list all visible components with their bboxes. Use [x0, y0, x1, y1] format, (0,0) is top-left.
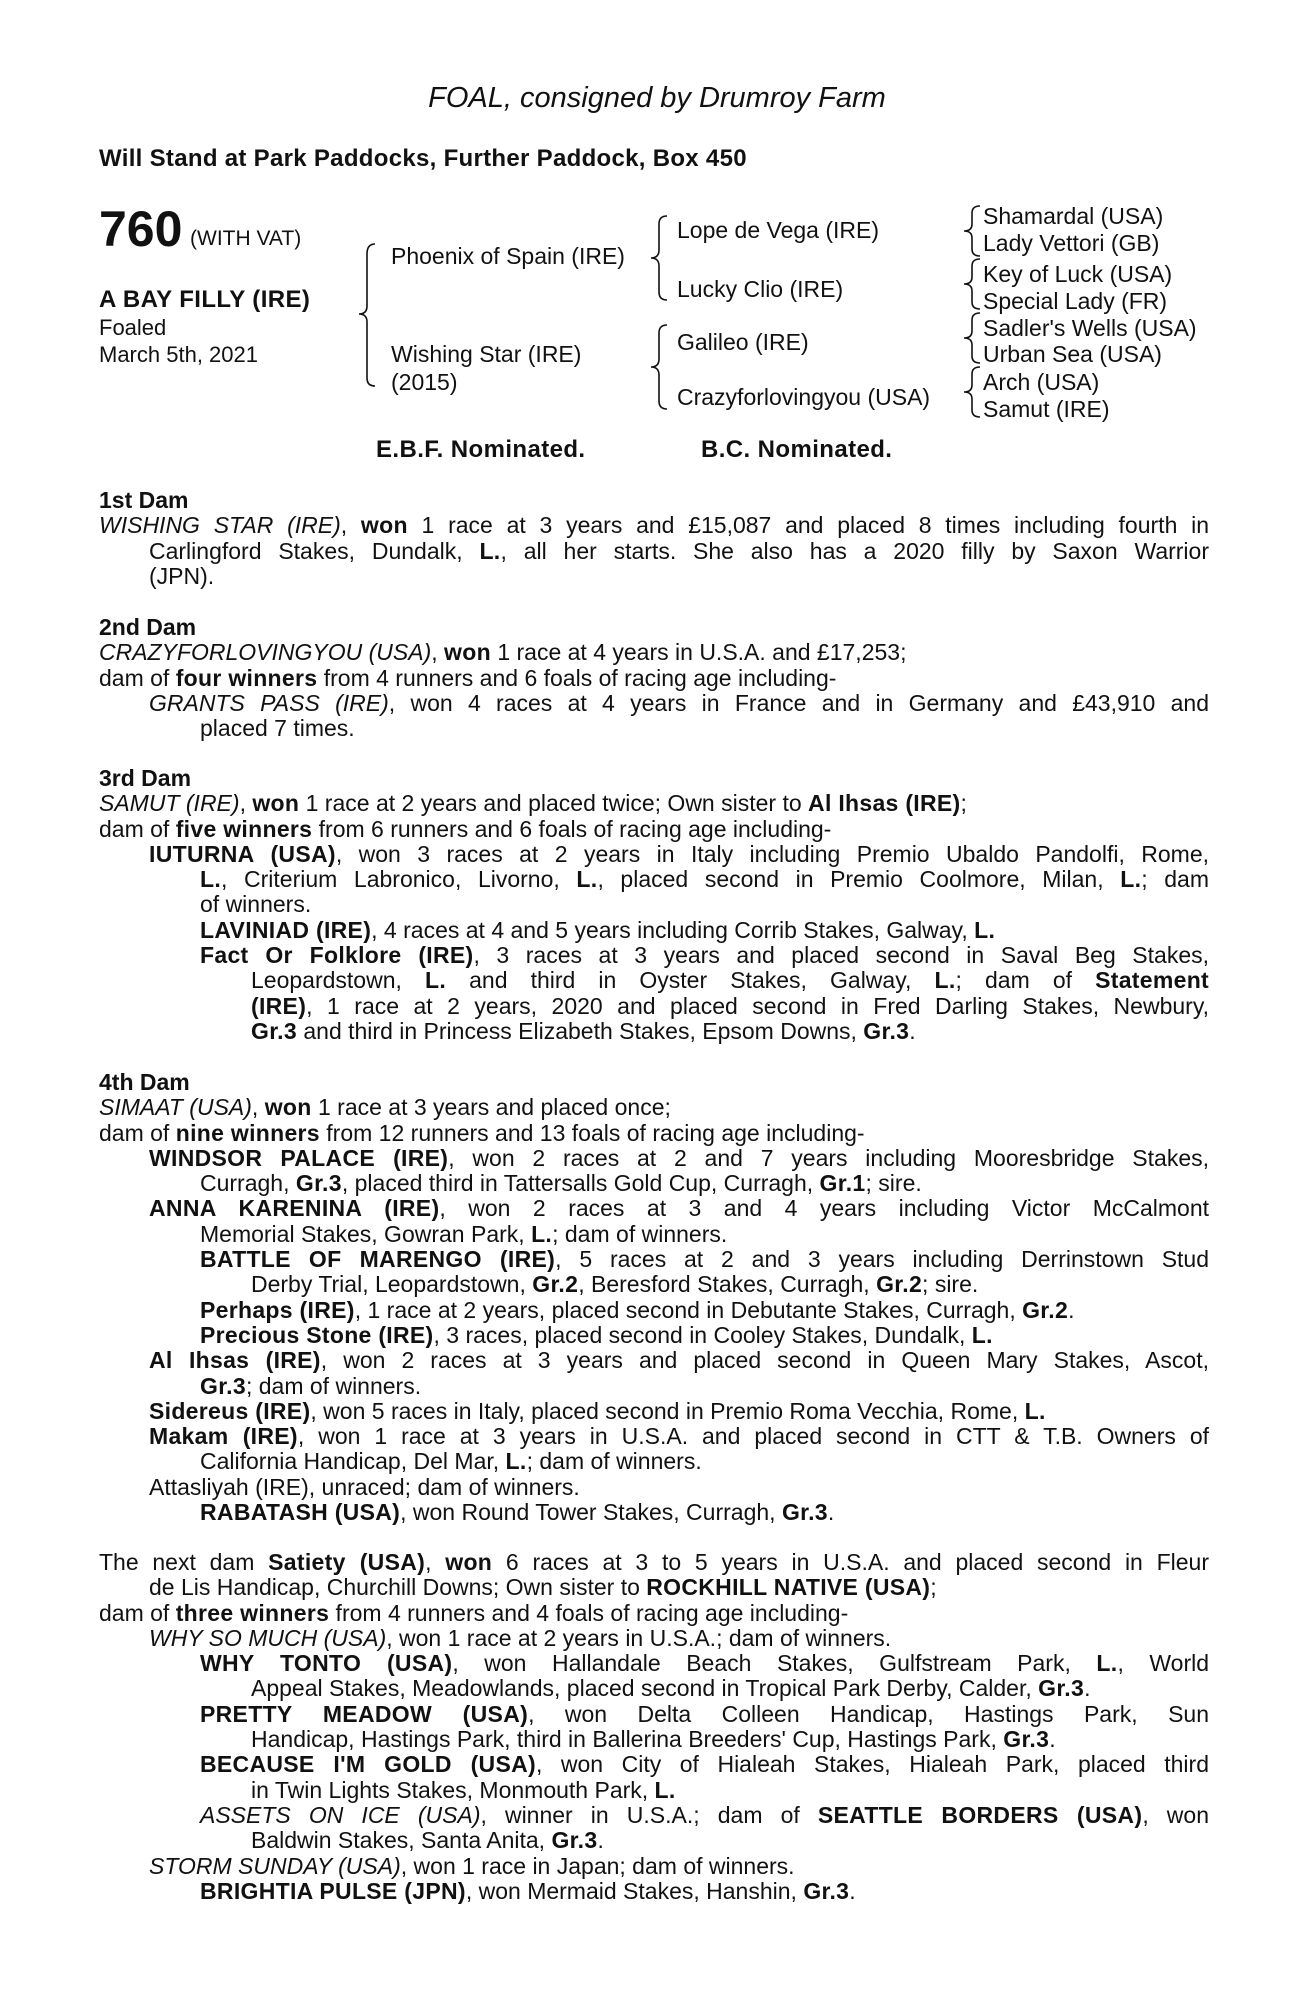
text-line	[99, 1121, 1209, 1146]
bold-text: ANNA KARENINA (IRE)	[149, 1195, 440, 1222]
text-line	[99, 1828, 1209, 1853]
bold-text: Sidereus (IRE)	[149, 1397, 311, 1424]
text-run: , won 1 race at 3 years in U.S.A. and placed second in CTT & T.B. Owners of	[297, 1423, 1209, 1450]
text-line	[99, 1676, 1209, 1701]
bold-text: PRETTY MEADOW (USA)	[200, 1700, 529, 1727]
bold-text: won	[444, 639, 491, 666]
bold-text: nine winners	[175, 1119, 320, 1146]
bold-text: Gr.3	[781, 1499, 828, 1526]
bold-text: Gr.1	[819, 1170, 866, 1197]
bold-text: RABATASH (USA)	[200, 1499, 401, 1526]
text-run: , 3 races, placed second in Cooley Stakes, Dundalk,	[433, 1321, 972, 1348]
text-run: ,	[251, 1094, 265, 1121]
bold-text: L.	[1024, 1397, 1046, 1424]
bold-text: Precious Stone (IRE)	[200, 1321, 434, 1348]
text-line	[99, 791, 1209, 816]
bold-text: Gr.3	[200, 1372, 246, 1399]
italic-text: STORM SUNDAY (USA)	[149, 1852, 401, 1879]
italic-text: WHY SO MUCH (USA)	[149, 1624, 387, 1651]
foaled-label: Foaled	[99, 315, 167, 340]
text-run: ; dam of winners.	[526, 1448, 702, 1475]
bold-text: L.	[654, 1776, 676, 1803]
text-run: ; dam of winners.	[245, 1372, 422, 1399]
bold-text: ROCKHILL NATIVE (USA)	[646, 1574, 931, 1601]
bold-text: five winners	[175, 815, 313, 842]
text-run: ;	[960, 790, 967, 817]
text-run: Curragh,	[200, 1170, 296, 1197]
bold-text: L.	[531, 1220, 553, 1247]
text-run: .	[1068, 1296, 1075, 1323]
bold-text: BECAUSE I'M GOLD (USA)	[200, 1751, 536, 1778]
italic-text: ASSETS ON ICE (USA)	[200, 1801, 481, 1828]
text-line	[99, 1727, 1209, 1752]
text-run: , winner in U.S.A.; dam of	[480, 1801, 818, 1828]
horse-description: A BAY FILLY (IRE)	[99, 286, 311, 313]
text-line	[99, 640, 1209, 665]
text-run: , World	[1117, 1650, 1210, 1677]
text-run: , Criterium Labronico, Livorno,	[221, 866, 577, 893]
bold-text: L.	[200, 866, 222, 893]
pedigree-ggp-3: Key of Luck (USA)	[983, 261, 1173, 287]
bold-text: LAVINIAD (IRE)	[200, 916, 372, 943]
text-run: 1 race at 3 years and £15,087 and placed 8 times including fourth in	[407, 512, 1210, 539]
text-run: , 3 races at 3 years and placed second in Saval Beg Stakes,	[473, 942, 1209, 969]
bold-text: Perhaps (IRE)	[200, 1296, 355, 1323]
bold-text: Gr.3	[551, 1827, 598, 1854]
text-run: ,	[425, 1549, 446, 1575]
text-line	[99, 1601, 1209, 1626]
pedigree-dam-sire: Galileo (IRE)	[677, 329, 809, 355]
text-run: de Lis Handicap, Churchill Downs; Own sister to	[149, 1574, 647, 1601]
text-line	[99, 1449, 1209, 1474]
text-run: ;	[930, 1574, 937, 1601]
text-run: , won City of Hialeah Stakes, Hialeah Park, placed third	[535, 1751, 1209, 1778]
text-run: , 1 race at 2 years, placed second in Debutante Stakes, Curragh,	[354, 1296, 1023, 1323]
text-run: ; dam	[1141, 866, 1210, 893]
bold-text: WINDSOR PALACE (IRE)	[149, 1144, 449, 1171]
text-line	[99, 1803, 1209, 1828]
text-line	[99, 1879, 1209, 1904]
text-line	[99, 1196, 1209, 1221]
pedigree-dam-year: (2015)	[391, 369, 458, 395]
bold-text: won	[445, 1549, 493, 1575]
italic-text: WISHING STAR (IRE)	[99, 512, 341, 539]
text-run: Derby Trial, Leopardstown,	[251, 1271, 533, 1298]
text-run: ; dam of winners.	[552, 1220, 728, 1247]
text-run: .	[597, 1827, 604, 1854]
text-line	[99, 968, 1209, 993]
text-run: .	[1049, 1726, 1056, 1753]
lot-number: 760	[99, 201, 183, 257]
bold-text: three winners	[175, 1599, 330, 1626]
text-run: dam of	[99, 1119, 176, 1146]
text-run: 1 race at 3 years and placed once;	[311, 1094, 671, 1121]
pedigree-ggp-5: Sadler's Wells (USA)	[983, 315, 1197, 341]
text-run: .	[827, 1499, 835, 1526]
text-run: ; sire.	[865, 1170, 922, 1197]
next-dam-text	[99, 1550, 1209, 1904]
text-line	[99, 1348, 1209, 1373]
bold-text: Statement	[1095, 967, 1210, 994]
text-run: ,	[340, 512, 361, 539]
text-run: Carlingford Stakes, Dundalk,	[149, 537, 480, 564]
text-run: ,	[239, 790, 253, 817]
text-run: , won 2 races at 3 years and placed second in Queen Mary Stakes, Ascot,	[320, 1347, 1209, 1374]
third-dam-heading: 3rd Dam	[99, 765, 192, 791]
text-line	[99, 1651, 1209, 1676]
text-run: , won 4 races at 4 years in France and in Germany and £43,910 and	[388, 689, 1210, 716]
bold-text: L.	[971, 1321, 993, 1348]
text-run: , won 2 races at 3 and 4 years including Victor McCalmont	[439, 1195, 1209, 1222]
text-run: , won Mermaid Stakes, Hanshin,	[465, 1877, 804, 1904]
pedigree-ggp-7: Arch (USA)	[983, 369, 1100, 395]
ebf-nomination: E.B.F. Nominated.	[376, 436, 586, 463]
first-dam-heading: 1st Dam	[99, 487, 189, 513]
text-line	[99, 1500, 1209, 1525]
text-line	[99, 1702, 1209, 1727]
text-run: .	[909, 1017, 916, 1044]
text-line	[99, 1550, 1209, 1575]
bold-text: L.	[479, 537, 501, 564]
bold-text: won	[252, 790, 300, 817]
bold-text: Gr.3	[1038, 1675, 1085, 1702]
bold-text: L.	[1120, 866, 1142, 893]
bold-text: won	[264, 1094, 312, 1121]
text-line	[99, 1095, 1209, 1120]
pedigree-sire-sire: Lope de Vega (IRE)	[677, 217, 880, 243]
text-line	[99, 1146, 1209, 1171]
vat-note: (WITH VAT)	[190, 227, 302, 250]
text-line	[99, 1272, 1209, 1297]
text-line	[99, 1222, 1209, 1247]
text-line	[99, 1298, 1209, 1323]
text-run: 1 race at 2 years and placed twice; Own sister to	[299, 790, 809, 817]
bold-text: SEATTLE BORDERS (USA)	[817, 1801, 1143, 1828]
text-run: of winners.	[200, 891, 312, 918]
text-line	[99, 867, 1209, 892]
text-run: Leopardstown,	[251, 967, 425, 994]
text-run: , won 3 races at 2 years in Italy including Premio Ubaldo Pandolfi, Rome,	[335, 840, 1209, 867]
fourth-dam-text	[99, 1095, 1209, 1525]
text-line	[99, 994, 1209, 1019]
text-run: , won 1 race at 2 years in U.S.A.; dam of winners.	[386, 1624, 892, 1651]
text-run: , placed third in Tattersalls Gold Cup, Curragh,	[341, 1170, 820, 1197]
bold-text: won	[360, 512, 408, 539]
bold-text: Makam (IRE)	[149, 1423, 298, 1450]
text-run: California Handicap, Del Mar,	[200, 1448, 506, 1475]
text-run: , 1 race at 2 years, 2020 and placed second in Fred Darling Stakes, Newbury,	[306, 992, 1209, 1019]
bold-text: Al Ihsas (IRE)	[808, 790, 961, 817]
bold-text: Gr.3	[251, 1017, 297, 1044]
text-run: , 5 races at 2 and 3 years including Derrinstown Stud	[555, 1246, 1210, 1273]
text-line	[99, 1778, 1209, 1803]
text-line	[99, 892, 1209, 917]
pedigree-dam-dam: Crazyforlovingyou (USA)	[677, 384, 931, 410]
foaled-date: March 5th, 2021	[99, 342, 258, 367]
text-run: , 4 races at 4 and 5 years including Corrib Stakes, Galway,	[371, 916, 975, 943]
text-run: dam of	[99, 1599, 176, 1626]
text-line	[99, 666, 1209, 691]
bold-text: Fact Or Folklore (IRE)	[200, 942, 474, 969]
pedigree-ggp-1: Shamardal (USA)	[983, 203, 1164, 229]
text-line	[99, 918, 1209, 943]
text-line	[99, 1374, 1209, 1399]
text-line	[99, 943, 1209, 968]
consignment-title: FOAL, consigned by Drumroy Farm	[428, 82, 886, 114]
text-line	[99, 1575, 1209, 1600]
bold-text: L.	[934, 967, 956, 994]
text-run: placed 7 times.	[200, 715, 355, 742]
bc-nomination: B.C. Nominated.	[701, 436, 893, 463]
text-run: Attasliyah (IRE), unraced; dam of winners.	[149, 1473, 580, 1500]
text-run: , won 5 races in Italy, placed second in Premio Roma Vecchia, Rome,	[310, 1397, 1025, 1424]
bold-text: Gr.2	[1022, 1296, 1069, 1323]
bold-text: Gr.2	[876, 1271, 923, 1298]
text-run: from 12 runners and 13 foals of racing age including-	[319, 1119, 865, 1146]
bold-text: four winners	[175, 664, 318, 691]
bold-text: WHY TONTO (USA)	[200, 1650, 453, 1677]
text-line	[99, 1399, 1209, 1424]
bold-text: L.	[424, 967, 447, 994]
text-run: 6 races at 3 to 5 years in U.S.A. and placed second in Fleur	[492, 1549, 1210, 1575]
text-run: , placed second in Premio Coolmore, Milan,	[597, 866, 1121, 893]
next-dam-section	[99, 1550, 1209, 1904]
text-run: from 4 runners and 6 foals of racing age including-	[317, 664, 837, 691]
text-line	[99, 1475, 1209, 1500]
text-line	[99, 842, 1209, 867]
text-run: The next dam	[99, 1549, 269, 1575]
text-line	[99, 1171, 1209, 1196]
text-line	[99, 1424, 1209, 1449]
text-line	[99, 1752, 1209, 1777]
text-run: .	[1084, 1675, 1091, 1702]
pedigree-ggp-8: Samut (IRE)	[983, 396, 1110, 422]
text-line	[99, 1626, 1209, 1651]
text-run: 1 race at 4 years in U.S.A. and £17,253;	[490, 639, 907, 666]
second-dam-text	[99, 640, 1209, 741]
text-run: from 6 runners and 6 foals of racing age including-	[312, 815, 832, 842]
bold-text: Gr.2	[532, 1271, 579, 1298]
text-line	[99, 691, 1209, 716]
bold-text: Al Ihsas (IRE)	[149, 1347, 321, 1374]
stand-location: Will Stand at Park Paddocks, Further Paddock, Box 450	[99, 145, 747, 172]
text-line	[99, 1854, 1209, 1879]
bold-text: (IRE)	[251, 992, 307, 1019]
text-line	[99, 564, 1209, 589]
text-run: (JPN).	[149, 562, 215, 589]
text-run: in Twin Lights Stakes, Monmouth Park,	[251, 1776, 655, 1803]
text-line	[99, 513, 1209, 538]
text-run: , all her starts. She also has a 2020 filly by Saxon Warrior	[500, 537, 1209, 564]
pedigree-ggp-2: Lady Vettori (GB)	[983, 230, 1160, 256]
pedigree-dam: Wishing Star (IRE)	[391, 341, 582, 367]
text-run: Baldwin Stakes, Santa Anita,	[251, 1827, 552, 1854]
text-line	[99, 817, 1209, 842]
text-run: Appeal Stakes, Meadowlands, placed second in Tropical Park Derby, Calder,	[251, 1675, 1039, 1702]
bold-text: L.	[974, 916, 996, 943]
second-dam-heading: 2nd Dam	[99, 614, 197, 640]
text-run: ,	[431, 639, 445, 666]
italic-text: CRAZYFORLOVINGYOU (USA)	[99, 639, 432, 666]
text-run: , won 1 race in Japan; dam of winners.	[400, 1852, 795, 1879]
italic-text: GRANTS PASS (IRE)	[149, 689, 389, 716]
text-run: and third in Princess Elizabeth Stakes, Epsom Downs,	[296, 1017, 864, 1044]
text-run: , Beresford Stakes, Curragh,	[578, 1271, 877, 1298]
pedigree-sire-dam: Lucky Clio (IRE)	[677, 276, 844, 302]
bold-text: BATTLE OF MARENGO (IRE)	[200, 1246, 556, 1273]
text-run: , won Round Tower Stakes, Curragh,	[400, 1499, 782, 1526]
text-line	[99, 539, 1209, 564]
text-run: dam of	[99, 815, 176, 842]
bold-text: L.	[1096, 1650, 1118, 1677]
third-dam-section	[99, 766, 1209, 1044]
bold-text: Satiety (USA)	[268, 1549, 426, 1575]
fourth-dam-heading: 4th Dam	[99, 1069, 190, 1095]
text-run: .	[849, 1877, 856, 1904]
bold-text: L.	[505, 1448, 527, 1475]
pedigree-ggp-4: Special Lady (FR)	[983, 288, 1168, 314]
italic-text: SIMAAT (USA)	[99, 1094, 252, 1121]
bold-text: IUTURNA (USA)	[149, 840, 336, 867]
bold-text: Gr.3	[295, 1170, 342, 1197]
first-dam-section	[99, 488, 1209, 589]
text-run: , won	[1142, 1801, 1209, 1828]
first-dam-text	[99, 513, 1209, 589]
third-dam-text	[99, 791, 1209, 1044]
text-run: Handicap, Hastings Park, third in Ballerina Breeders' Cup, Hastings Park,	[251, 1726, 1004, 1753]
pedigree-ggp-6: Urban Sea (USA)	[983, 341, 1162, 367]
italic-text: SAMUT (IRE)	[99, 790, 240, 817]
bold-text: L.	[576, 866, 598, 893]
text-run: , won Delta Colleen Handicap, Hastings Park, Sun	[528, 1700, 1209, 1727]
text-run: , won Hallandale Beach Stakes, Gulfstream Park,	[452, 1650, 1097, 1677]
bold-text: BRIGHTIA PULSE (JPN)	[200, 1877, 466, 1904]
text-run: dam of	[99, 664, 176, 691]
second-dam-section	[99, 615, 1209, 741]
text-run: , won 2 races at 2 and 7 years including Mooresbridge Stakes,	[448, 1144, 1209, 1171]
text-line	[99, 1019, 1209, 1044]
bold-text: Gr.3	[803, 1877, 850, 1904]
text-run: ; dam of	[955, 967, 1096, 994]
pedigree-sire: Phoenix of Spain (IRE)	[391, 243, 625, 269]
text-line	[99, 716, 1209, 741]
text-line	[99, 1247, 1209, 1272]
text-line	[99, 1323, 1209, 1348]
bold-text: Gr.3	[1003, 1726, 1050, 1753]
bold-text: Gr.3	[863, 1017, 910, 1044]
text-run: Memorial Stakes, Gowran Park,	[200, 1220, 532, 1247]
text-run: and third in Oyster Stakes, Galway,	[446, 967, 935, 994]
text-run: from 4 runners and 4 foals of racing age including-	[329, 1599, 849, 1626]
fourth-dam-section	[99, 1070, 1209, 1525]
text-run: ; sire.	[922, 1271, 979, 1298]
